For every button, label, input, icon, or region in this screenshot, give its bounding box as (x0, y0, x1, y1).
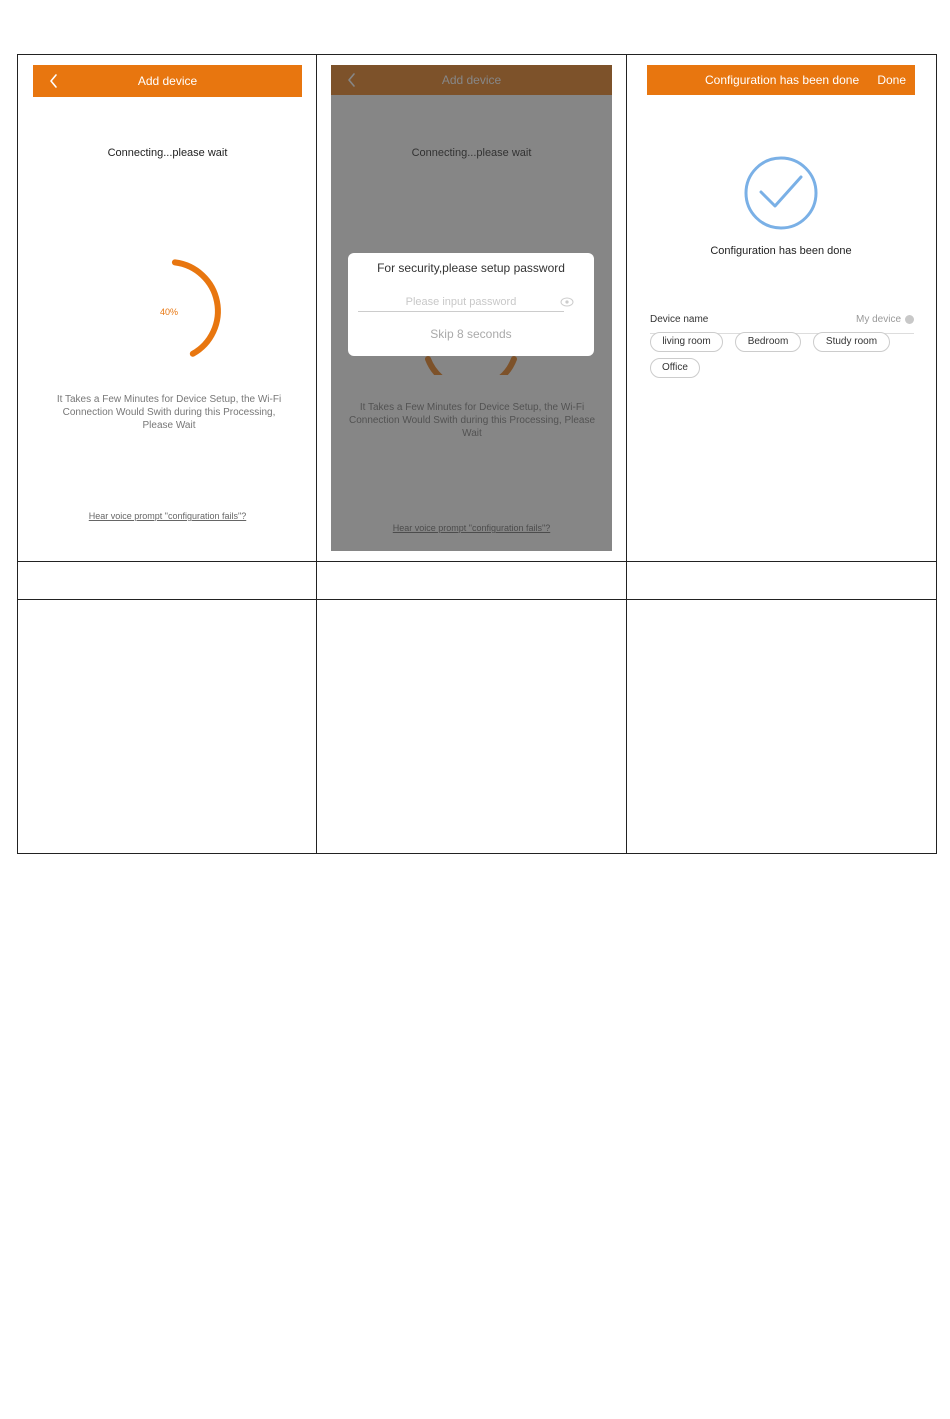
room-chip-living-room[interactable]: living room (650, 332, 723, 352)
clear-icon[interactable] (905, 315, 914, 324)
room-chip-office[interactable]: Office (650, 358, 700, 378)
table-border-left (17, 54, 18, 854)
screen-password-dialog (331, 65, 612, 551)
info-text: It Takes a Few Minutes for Device Setup, the Wi-Fi Connection Would Swith during this Processing, Please Wait (56, 394, 282, 431)
device-name-field[interactable]: My device (855, 314, 901, 325)
header-title: Add device (137, 74, 198, 88)
room-chip-study-room[interactable]: Study room (813, 332, 890, 352)
header-bar (33, 65, 302, 97)
progress-label: 40% (159, 307, 179, 317)
skip-button[interactable]: Skip 8 seconds (430, 327, 512, 341)
room-chip-bedroom[interactable]: Bedroom (735, 332, 801, 352)
table-border-row1 (17, 561, 937, 562)
voice-prompt-link[interactable]: Hear voice prompt "configuration fails"? (88, 511, 247, 521)
table-divider-col2 (626, 54, 627, 854)
screen-connecting (33, 65, 302, 545)
password-input[interactable] (358, 293, 564, 312)
progress-ring (33, 245, 302, 385)
table-border-top (17, 54, 937, 55)
screen-config-done (647, 65, 915, 545)
connecting-text: Connecting...please wait (107, 147, 228, 159)
table-divider-col1 (316, 54, 317, 854)
device-name-label: Device name (650, 314, 709, 325)
status-text: Configuration has been done (710, 245, 852, 257)
table-border-bottom (17, 853, 937, 854)
done-button[interactable]: Done (877, 73, 906, 87)
table-border-row2 (17, 599, 937, 600)
header-bar (647, 65, 915, 95)
header-title: Configuration has been done (705, 73, 860, 87)
eye-icon[interactable] (560, 297, 574, 307)
check-circle-icon (743, 155, 819, 231)
password-dialog (348, 253, 594, 356)
table-border-right (936, 54, 937, 854)
dialog-title: For security,please setup password (377, 261, 565, 275)
progress-arc (175, 262, 218, 353)
